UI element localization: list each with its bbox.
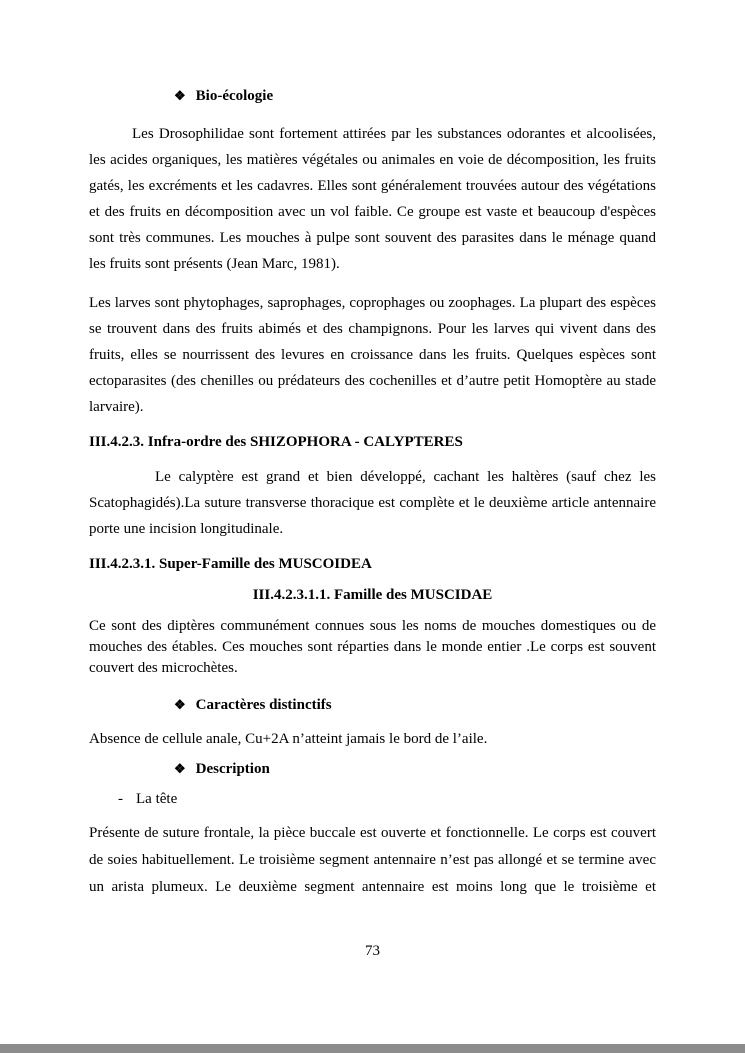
paragraph-cellule-anale: Absence de cellule anale, Cu+2A n’atteint jamais le bord de l’aile. (89, 731, 488, 747)
heading-famille-muscidae: III.4.2.3.1.1. Famille des MUSCIDAE (252, 587, 493, 603)
list-item-la-tete-label: La tête (136, 791, 178, 807)
heading-caracteres-distinctifs (174, 697, 656, 714)
heading-bio-ecologie-label: Bio-écologie (195, 88, 274, 104)
diamond-bullet-icon: ❖ (174, 761, 186, 776)
paragraph-calyptere: Le calyptère est grand et bien développé, cachant les haltères (sauf chez les Scatophagidés).La suture transverse thoracique est complète et le deuxième article antennaire porte une incision longitudinale. (89, 469, 656, 537)
paragraph-suture-frontale: Présente de suture frontale, la pièce buccale est ouverte et fonctionnelle. Le corps est couvert de soies habituellement. Le troisième segment antennaire n’est pas allongé et se termine avec un arista plumeux. Le deuxième segment antennaire est moins long que le troisième et (89, 825, 656, 895)
paragraph-dipteres: Ce sont des diptères communément connues sous les noms de mouches domestiques ou de mouches des étables. Ces mouches sont réparties dans le monde entier .Le corps est souvent couvert des microchètes. (89, 618, 656, 676)
list-item-la-tete (118, 791, 656, 808)
heading-infra-ordre: III.4.2.3. Infra-ordre des SHIZOPHORA - CALYPTERES (89, 434, 463, 450)
page-number: 73 (365, 943, 380, 959)
heading-description-label: Description (195, 761, 270, 777)
heading-super-famille: III.4.2.3.1. Super-Famille des MUSCOIDEA (89, 556, 372, 572)
heading-bio-ecologie (174, 88, 656, 105)
heading-caracteres-label: Caractères distinctifs (195, 697, 332, 713)
diamond-bullet-icon: ❖ (174, 697, 186, 712)
dash-bullet-icon: - (118, 791, 123, 807)
diamond-bullet-icon: ❖ (174, 88, 186, 103)
paragraph-larves: Les larves sont phytophages, saprophages, coprophages ou zoophages. La plupart des espèces se trouvent dans des fruits abimés et des champignons. Pour les larves qui vivent dans des fruits, elles se nourrissent des levures en croissance dans les fruits. Quelques espèces sont ectoparasites (des chenilles ou prédateurs des cochenilles et d’autre petit Homoptère au stade larvaire). (89, 295, 656, 415)
page-bottom-gap (0, 1044, 745, 1053)
paragraph-drosophilidae: Les Drosophilidae sont fortement attirées par les substances odorantes et alcoolisées, les acides organiques, les matières végétales ou animales en voie de décomposition, les fruits gatés, les excréments et les cadavres. Elles sont généralement trouvées autour des végétations et des fruits en décomposition avec un vol faible. Ce groupe est vaste et beaucoup d'espèces sont très communes. Les mouches à pulpe sont souvent des parasites dans le ménage quand les fruits sont présents (Jean Marc, 1981). (89, 126, 656, 272)
heading-description (174, 761, 656, 778)
